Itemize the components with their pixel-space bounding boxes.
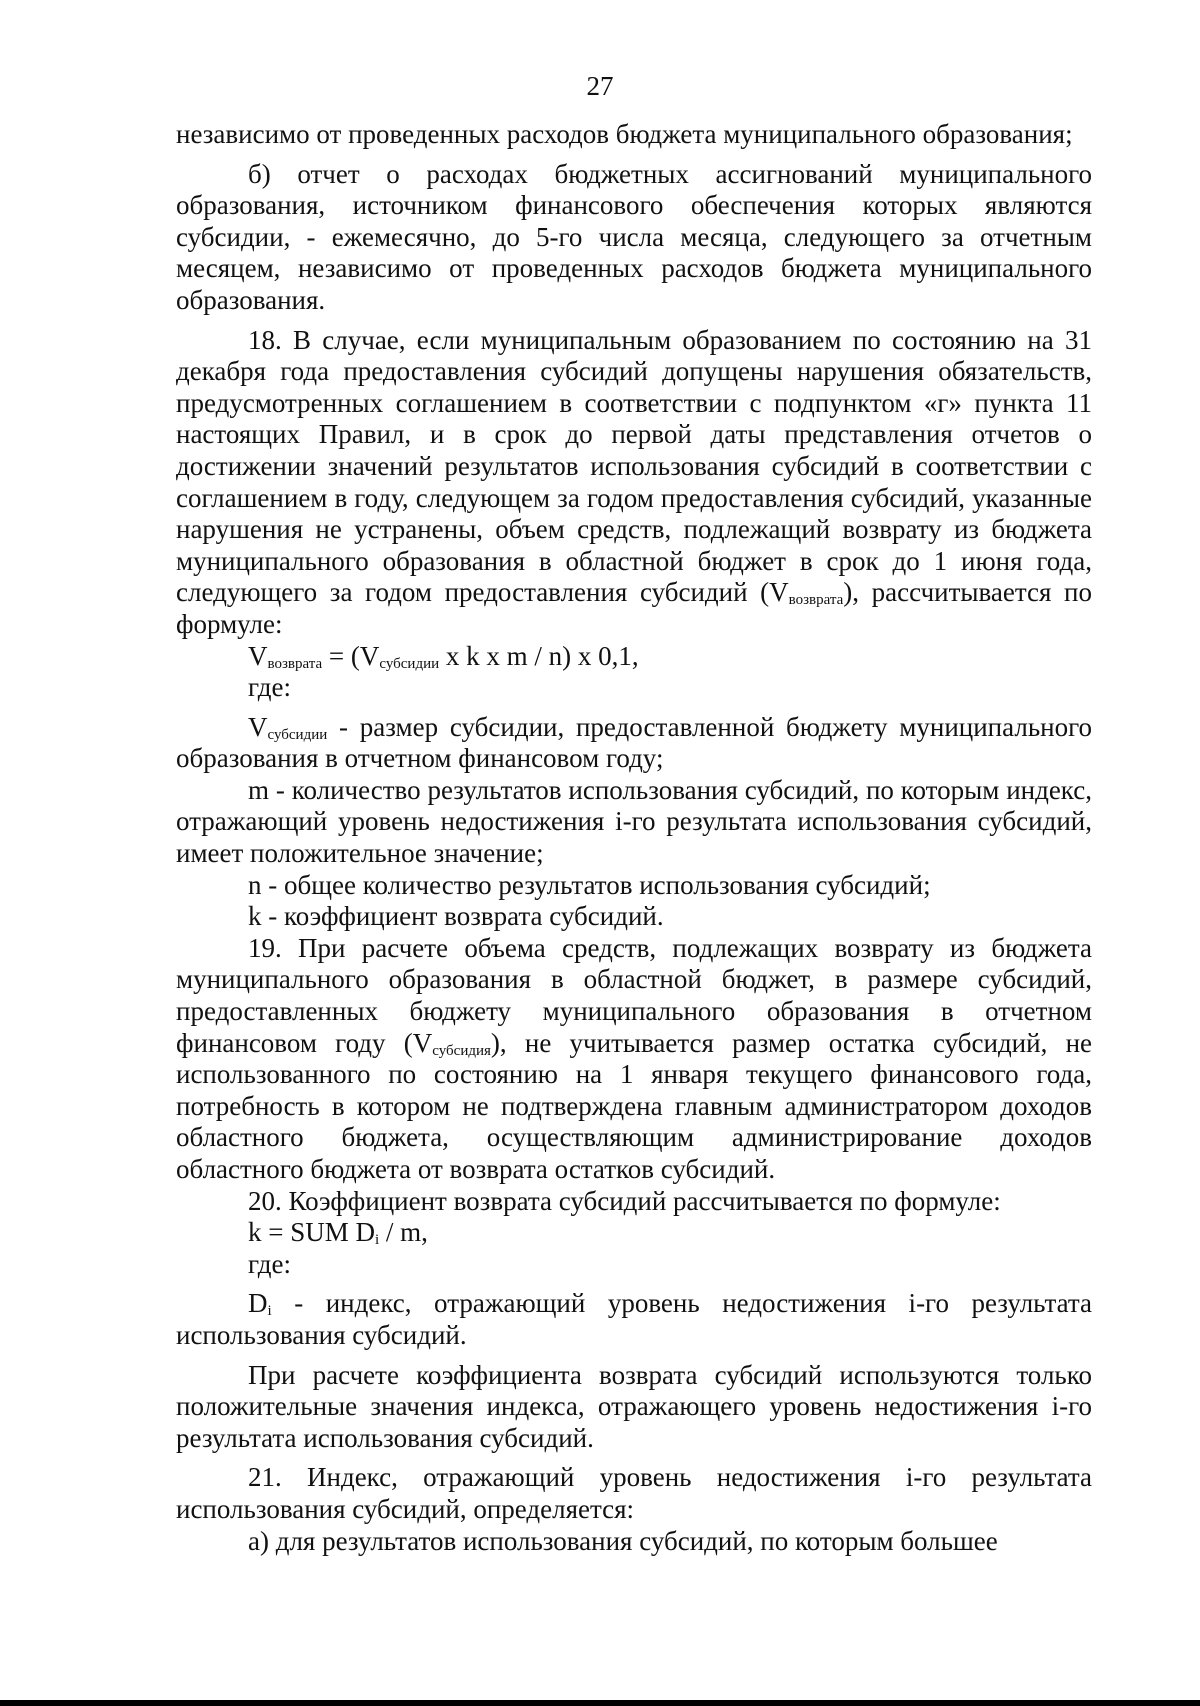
paragraph-19-text: 19. При расчете объема средств, подлежащих возврату из бюджета муниципального образования в областной бюджет, в размере субсидий, предоставленных бюджету муниципального образования в отчетном финансовом году (V	[176, 932, 1092, 1058]
paragraph-18-text: 18. В случае, если муниципальным образованием по состоянию на 31 декабря года предоставления субсидий допущены нарушения обязательств, предусмотренных соглашением в соответствии с подпунктом «г» пункта 11 настоящих Правил, и в срок до первой даты представления отчетов о достижении значений результатов использования субсидий в соответствии с соглашением в году, следующем за годом предоставления субсидий, указанные нарушения не устранены, объем средств, подлежащий возврату из бюджета муниципального образования в областной бюджет в срок до 1 июня года, следующего за годом предоставления субсидий (V	[176, 324, 1092, 608]
formula-variable: V	[248, 640, 268, 671]
formula-tail: / m,	[379, 1217, 428, 1248]
definition-m: m - количество результатов использования субсидий, по которым индекс, отражающий уровень недостижения i-го результата использования субсидий, имеет положительное значение;	[176, 774, 1092, 869]
formula-tail: x k x m / n) x 0,1,	[439, 640, 639, 671]
formula-k	[176, 1217, 1092, 1249]
where-label: где:	[248, 672, 291, 703]
formula-equals: = (V	[322, 640, 380, 671]
subscript-vozvrata: возврата	[788, 592, 844, 609]
formula-subscript: субсидии	[379, 655, 440, 672]
paragraph-calculation: При расчете коэффициента возврата субсидий используются только положительные значения индекса, отражающего уровень недостижения i-го результата использования субсидий.	[176, 1359, 1092, 1453]
definition-variable: V	[248, 711, 268, 742]
paragraph-21-a: а) для результатов использования субсидий, по которым большее	[248, 1525, 998, 1556]
paragraph-19-tail: ), не учитывается размер остатка субсидий, не использованного по состоянию на 1 января текущего финансового года, потребность в котором не подтверждена главным администратором доходов областного бюджета, осуществляющим администрирование доходов областного бюджета от возврата остатков субсидий.	[176, 1027, 1092, 1184]
definition-text: - индекс, отражающий уровень недостижения i-го результата использования субсидий.	[176, 1288, 1092, 1350]
paragraph-18-tail: ), рассчитывается по формуле:	[176, 577, 1092, 639]
paragraph-21: 21. Индекс, отражающий уровень недостижения i-го результата использования субсидий, определяется:	[176, 1462, 1092, 1524]
paragraph-continuation: независимо от проведенных расходов бюджета муниципального образования;	[176, 119, 1073, 149]
definition-v-subsidii	[176, 712, 1092, 775]
paragraph-20: 20. Коэффициент возврата субсидий рассчитывается по формуле:	[248, 1185, 1001, 1216]
definition-text: - размер субсидии, предоставленной бюджету муниципального образования в отчетном финансовом году;	[176, 711, 1092, 774]
scan-bottom-border	[0, 1700, 1200, 1706]
definition-subscript: i	[267, 1303, 272, 1320]
definition-n: n - общее количество результатов использования субсидий;	[248, 869, 931, 900]
definition-d	[176, 1288, 1092, 1351]
definition-subscript: субсидии	[267, 726, 328, 743]
formula-head: k = SUM D	[248, 1217, 375, 1248]
paragraph-report-b: б) отчет о расходах бюджетных ассигнований муниципального образования, источником финансового обеспечения которых являются субсидии, - ежемесячно, до 5-го числа месяца, следующего за отчетным месяцем, независимо от проведенных расходов бюджета муниципального образования.	[176, 158, 1092, 315]
where-label: где:	[248, 1248, 291, 1279]
paragraph-18	[176, 325, 1092, 641]
definition-k: k - коэффициент возврата субсидий.	[248, 901, 664, 932]
paragraph-19	[176, 933, 1092, 1186]
formula-subscript: возврата	[267, 655, 323, 672]
subscript-subsidiya: субсидия	[432, 1042, 491, 1059]
document-body	[176, 119, 1092, 1557]
page-number: 27	[586, 71, 614, 101]
definition-variable: D	[248, 1288, 268, 1319]
formula-subscript: i	[375, 1232, 380, 1249]
formula-v-vozvrata	[176, 641, 1092, 673]
